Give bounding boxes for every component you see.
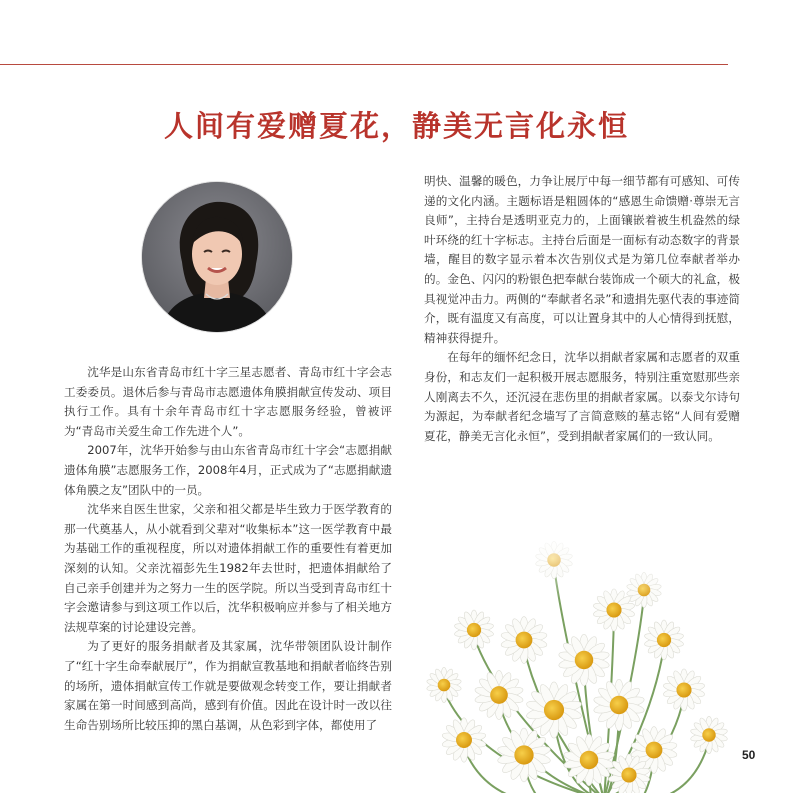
paragraph-exhibition: 为了更好的服务捐献者及其家属，沈华带领团队设计制作了“红十字生命奉献展厅”，作为捐献宣教基地和捐献者临终告别的场所，遗体捐献宣传工作就是要做观念转变工作，要让捐献者家属在第一时间感到高尚，感到有价值。因此在设计时一改以往生命告别场所比较压抑的黑白基调，从色彩到字体，都使用了 (64, 639, 392, 732)
left-text-column (64, 363, 392, 735)
paragraph-2007: 2007年，沈华开始参与由山东省青岛市红十字会“志愿捐献遗体角膜”志愿服务工作，2008年4月，正式成为了“志愿捐献遗体角膜之友”团队中的一员。 (64, 443, 392, 497)
paragraph-exhibition-continued: 明快、温馨的暖色，力争让展厅中每一细节都有可感知、可传递的文化内涵。主题标语是粗圆体的“感恩生命馈赠·尊崇无言良师”，主持台是透明亚克力的，上面镶嵌着被生机盎然的绿叶环绕的红十字标志。主持台后面是一面标有动态数字的背景墙，醒目的数字显示着本次告别仪式是为第几位奉献者举办的。金色、闪闪的粉银色把奉献台装饰成一个硕大的礼盒，极具视觉冲击力。两侧的“奉献者名录”和遗捐先驱代表的事迹简介，既有温度又有高度，可以让置身其中的人心情得到抚慰，精神获得提升。 (424, 174, 740, 345)
paragraph-memorial: 在每年的缅怀纪念日，沈华以捐献者家属和志愿者的双重身份，和志友们一起积极开展志愿服务，特别注重宽慰那些亲人刚离去不久，还沉浸在悲伤里的捐献者家属。以泰戈尔诗句为源起，为奉献者纪念墙写了言简意赅的墓志铭“人间有爱赠夏花，静美无言化永恒”，受到捐献者家属们的一致认同。 (424, 350, 740, 443)
chamomile-flowers-icon (404, 520, 734, 793)
page-number: 50 (742, 748, 756, 762)
paragraph-intro: 沈华是山东省青岛市红十字三星志愿者、青岛市红十字会志工委委员。退休后参与青岛市志愿遗体角膜捐献宣传发动、项目执行工作。具有十余年青岛市红十字志愿服务经验，曾被评为“青岛市关爱生命工作先进个人”。 (64, 365, 392, 438)
right-text-column (424, 172, 740, 446)
portrait-photo (142, 182, 292, 332)
page-title: 人间有爱赠夏花，静美无言化永恒 (163, 109, 629, 143)
top-divider (0, 64, 728, 65)
paragraph-family: 沈华来自医生世家，父亲和祖父都是毕生致力于医学教育的那一代奠基人，从小就看到父辈对“收集标本”这一医学教育中最为基础工作的重视程度，所以对遗体捐献工作的重要性有着更加深刻的认知。父亲沈福彭先生1982年去世时，把遗体捐献给了自己亲手创建并为之努力一生的医学院。所以当受到青岛市红十字会邀请参与到这项工作以后，沈华积极响应并参与了相关地方法规草案的讨论建设完善。 (64, 502, 392, 634)
